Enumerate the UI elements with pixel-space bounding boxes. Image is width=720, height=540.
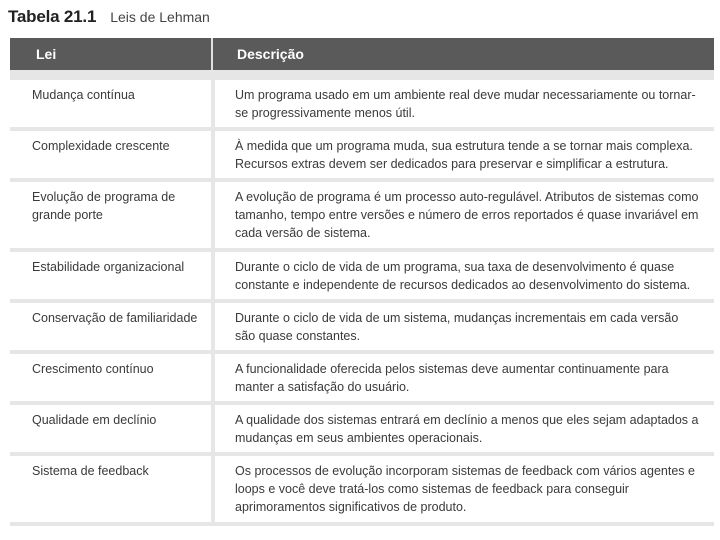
law-name: Sistema de feedback (32, 464, 149, 478)
table-title: Leis de Lehman (110, 9, 210, 25)
law-description: Durante o ciclo de vida de um programa, sua taxa de desenvolvimento é quase constante e independente de recursos dedicados ao desenvolvimento do sistema. (235, 260, 691, 292)
header-descricao: Descrição (237, 46, 304, 62)
table-row (10, 252, 714, 299)
law-description: A funcionalidade oferecida pelos sistemas deve aumentar continuamente para manter a satisfação do usuário. (235, 362, 669, 394)
law-description: Durante o ciclo de vida de um sistema, mudanças incrementais em cada versão são quase constantes. (235, 311, 679, 343)
table-row (10, 80, 714, 127)
table-row (10, 303, 714, 350)
table-number: Tabela 21.1 (8, 7, 97, 26)
table-row (10, 456, 714, 522)
header-lei: Lei (10, 38, 213, 70)
table-caption (8, 7, 210, 29)
law-name: Estabilidade organizacional (32, 260, 185, 274)
law-description: A qualidade dos sistemas entrará em declínio a menos que eles sejam adaptados a mudanças em seus ambientes operacionais. (235, 413, 699, 445)
table-header (10, 38, 714, 70)
law-description: Um programa usado em um ambiente real deve mudar necessariamente ou tornar-se progressivamente menos útil. (235, 88, 696, 120)
table-body (10, 80, 714, 526)
law-description: A evolução de programa é um processo auto-regulável. Atributos de sistemas como tamanho, tempo entre versões e número de erros reportados é quase invariável em cada versão de sistema. (235, 190, 699, 240)
law-name: Complexidade crescente (32, 139, 170, 153)
table-row (10, 354, 714, 401)
law-name: Conservação de familiaridade (32, 311, 198, 325)
law-description: À medida que um programa muda, sua estrutura tende a se tornar mais complexa. Recursos extras devem ser dedicados para preservar e simplificar a estrutura. (235, 139, 693, 171)
law-name: Evolução de programa de grande porte (32, 190, 176, 222)
lehman-laws-table (10, 38, 714, 526)
law-name: Crescimento contínuo (32, 362, 154, 376)
law-name: Qualidade em declínio (32, 413, 157, 427)
table-row (10, 405, 714, 452)
law-name: Mudança contínua (32, 88, 135, 102)
table-row (10, 131, 714, 178)
table-row (10, 182, 714, 248)
law-description: Os processos de evolução incorporam sistemas de feedback com vários agentes e loops e você deve tratá-los como sistemas de feedback para conseguir aprimoramentos significativos de produto. (235, 464, 695, 514)
